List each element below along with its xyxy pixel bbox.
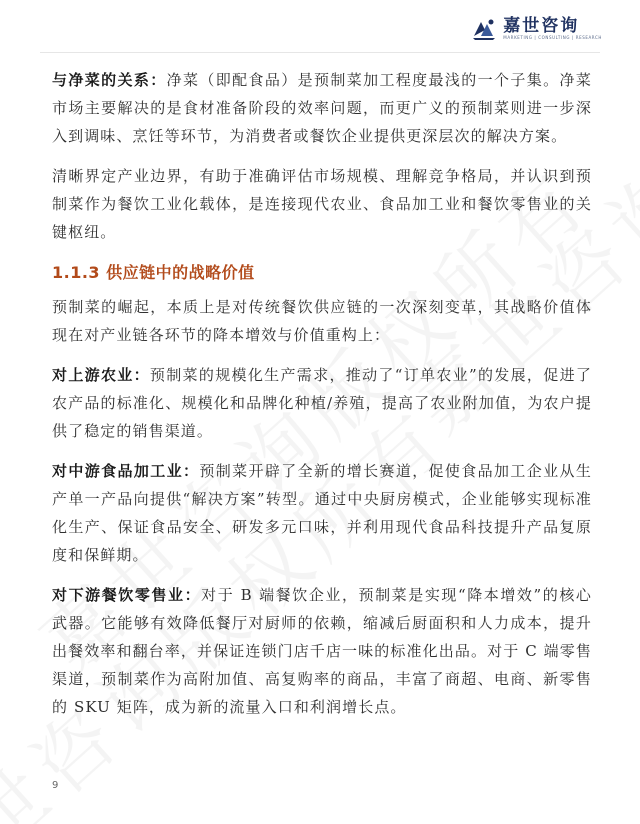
paragraph-lead: 对上游农业： xyxy=(52,366,150,384)
paragraph-net-vegetables xyxy=(52,66,592,150)
paragraph-text: 对于 B 端餐饮企业，预制菜是实现“降本增效”的核心武器。它能够有效降低餐厅对厨师的依赖，缩减后厨面积和人力成本，提升出餐效率和翻台率，并保证连锁门店千店一味的标准化出品。对于 C 端零售渠道，预制菜作为高附加值、高复购率的商品，丰富了商超、电商、新零售的 SKU 矩阵，成为新的流量入口和利润增长点。 xyxy=(52,586,592,716)
company-logo xyxy=(471,16,602,42)
document-body xyxy=(52,66,592,733)
paragraph-lead: 与净菜的关系： xyxy=(52,71,167,89)
paragraph-industry-boundary xyxy=(52,162,592,246)
paragraph-midstream xyxy=(52,457,592,569)
paragraph-upstream xyxy=(52,361,592,445)
paragraph-text: 净菜（即配食品）是预制菜加工程度最浅的一个子集。净菜市场主要解决的是食材准备阶段的效率问题，而更广义的预制菜则进一步深入到调味、烹饪等环节，为消费者或餐饮企业提供更深层次的解决方案。 xyxy=(52,71,592,145)
page-number: 9 xyxy=(52,780,59,791)
logo-tagline: MARKETING | CONSULTING | RESEARCH xyxy=(503,35,602,40)
paragraph-text: 预制菜的规模化生产需求，推动了“订单农业”的发展，促进了农产品的标准化、规模化和品牌化种植/养殖，提高了农业附加值，为农户提供了稳定的销售渠道。 xyxy=(52,366,592,440)
logo-mark-icon xyxy=(471,16,497,42)
logo-name: 嘉世咨询 xyxy=(503,16,580,36)
paragraph-text: 预制菜开辟了全新的增长赛道，促使食品加工企业从生产单一产品向提供“解决方案”转型。通过中央厨房模式，企业能够实现标准化生产、保证食品安全、研发多元口味，并利用现代食品科技提升产品复原度和保鲜期。 xyxy=(52,462,593,564)
paragraph-text: 清晰界定产业边界，有助于准确评估市场规模、理解竞争格局，并认识到预制菜作为餐饮工业化载体，是连接现代农业、食品加工业和餐饮零售业的关键枢纽。 xyxy=(52,167,592,241)
paragraph-text: 预制菜的崛起，本质上是对传统餐饮供应链的一次深刻变革，其战略价值体现在对产业链各环节的降本增效与价值重构上： xyxy=(52,298,592,344)
paragraph-downstream xyxy=(52,581,592,721)
paragraph-strategic-value xyxy=(52,293,592,349)
section-heading: 1.1.3 供应链中的战略价值 xyxy=(52,263,255,282)
paragraph-lead: 对中游食品加工业： xyxy=(52,462,200,480)
header-divider xyxy=(40,52,600,53)
paragraph-lead: 对下游餐饮零售业： xyxy=(52,586,202,604)
